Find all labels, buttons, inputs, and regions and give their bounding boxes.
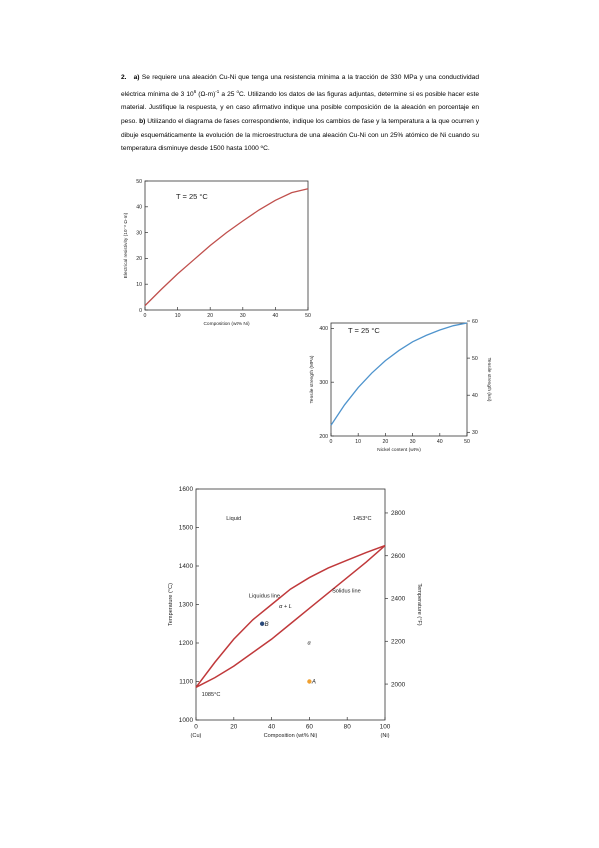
resistivity-x-tick-label: 40: [272, 313, 279, 320]
tensile-right-axis-label: Tensile strength (ksi): [486, 357, 491, 402]
resistivity-y-tick-label: 0: [139, 307, 142, 314]
text-a4: C. Utilizando los datos de las figuras adjuntas, determine si es posible hacer este material. Justifique la respuesta, y en caso afirmativo indique una posible composición de la aleación en porcentaje en peso.: [121, 90, 479, 125]
phase-melt-cu-label: 1085°C: [201, 692, 221, 699]
phase-x-tick-label: 40: [268, 723, 276, 731]
tensile-x-tick-label: 30: [409, 439, 416, 446]
resistivity-y-tick-label: 40: [136, 204, 142, 211]
text-a2: (Ω-m): [196, 90, 216, 98]
resistivity-temperature-label: T = 25 °C: [176, 192, 208, 201]
tensile-x-axis-label: Nickel content (wt%): [377, 448, 421, 453]
resistivity-x-tick-label: 0: [143, 313, 147, 320]
resistivity-x-tick-label: 10: [174, 313, 181, 320]
phase-y-tick-label: 1300: [178, 601, 193, 609]
phase-y-axis-label: Temperature (°C): [168, 583, 174, 626]
tensile-x-tick-label: 50: [464, 439, 470, 446]
resistivity-x-tick-label: 20: [207, 313, 214, 320]
resistivity-x-axis-label: Composition (wt% Ni): [203, 322, 250, 327]
part-a-label: a): [133, 74, 140, 81]
text-a3: a 25: [219, 90, 237, 98]
tensile-x-tick-label: 0: [329, 439, 333, 446]
tensile-frame: [331, 323, 467, 436]
resistivity-x-tick-label: 30: [239, 313, 246, 320]
phase-point-label-a: A: [311, 679, 316, 686]
text-a1: Se requiere una aleación Cu-Ni que tenga una resistencia mínima a la tracción de 330 MPa y una conductividad eléctrica mínima de 3 10: [121, 74, 479, 98]
phase-y-tick-label: 1100: [179, 678, 193, 686]
phase-y-tick-label: 1500: [178, 524, 193, 532]
phase-alpha-label: α: [307, 640, 311, 647]
tensile-right-tick-label: 30: [472, 430, 478, 437]
sup-6: 6: [193, 88, 197, 94]
phase-x-tick-label: 20: [230, 723, 238, 731]
phase-x-tick-label: 0: [194, 723, 198, 731]
phase-melt-ni-label: 1453°C: [352, 515, 372, 522]
resistivity-y-axis-label: Electrical resistivity (10⁻⁸ Ω-m): [124, 212, 129, 279]
phase-y-tick-label: 1400: [178, 563, 193, 571]
sup-minus1: -1: [215, 88, 220, 94]
resistivity-y-tick-label: 50: [136, 178, 142, 185]
tensile-y-tick-label: 400: [319, 326, 328, 333]
part-b-label: b): [139, 117, 146, 125]
phase-right-tick-label: 2800: [391, 510, 406, 518]
phase-y-tick-label: 1000: [178, 717, 193, 725]
phase-right-tick-label: 2600: [391, 552, 406, 560]
phase-cu-label: (Cu): [190, 733, 202, 739]
phase-x-tick-label: 80: [343, 723, 351, 731]
resistivity-curve: [145, 189, 308, 306]
phase-right-axis-label: Temperature (°F): [416, 583, 422, 626]
text-b: Utilizando el diagrama de fases correspondiente, indique los cambios de fase y la temperatura a la que ocurren y dibuje esquemáticamente la evolución de la microestructura de una aleación Cu-Ni con un 25% atómico de Ni cuando su temperatura disminuye desde 1500 hasta 1000 ºC.: [121, 117, 480, 153]
resistivity-frame: [145, 181, 308, 310]
phase-x-tick-label: 60: [305, 723, 313, 731]
phase-alpha-l-label: α + L: [279, 603, 292, 610]
resistivity-y-tick-label: 30: [136, 230, 142, 237]
phase-y-tick-label: 1200: [178, 640, 193, 648]
phase-point-label-b: B: [264, 621, 269, 628]
tensile-y-tick-label: 200: [319, 433, 328, 440]
problem-number: 2.: [121, 74, 127, 81]
phase-liquidus-label: Liquidus line: [248, 593, 281, 600]
tensile-temperature-label: T = 25 °C: [348, 326, 380, 335]
phase-right-tick-label: 2400: [391, 595, 406, 603]
solidus-curve: [196, 546, 385, 688]
tensile-curve: [331, 323, 467, 425]
phase-right-tick-label: 2200: [391, 638, 406, 646]
phase-ni-label: (Ni): [380, 733, 390, 739]
tensile-right-tick-label: 50: [472, 355, 478, 362]
tensile-y-tick-label: 300: [319, 380, 328, 387]
resistivity-x-tick-label: 50: [305, 313, 311, 320]
tensile-y-axis-label: Tensile strength (MPa): [310, 355, 315, 404]
tensile-x-tick-label: 10: [355, 439, 362, 446]
sup-o: o: [236, 88, 239, 94]
phase-y-tick-label: 1600: [178, 486, 193, 494]
liquidus-curve: [196, 546, 385, 688]
resistivity-y-tick-label: 20: [136, 256, 142, 263]
phase-right-tick-label: 2000: [391, 681, 406, 689]
phase-liquid-label: Liquid: [226, 515, 242, 522]
phase-x-axis-label: Composition (wt% Ni): [263, 733, 318, 739]
tensile-right-tick-label: 60: [472, 318, 478, 325]
tensile-x-tick-label: 40: [436, 439, 443, 446]
tensile-right-tick-label: 40: [472, 393, 478, 400]
phase-solidus-label: Solidus line: [332, 588, 361, 595]
phase-x-tick-label: 100: [379, 723, 391, 731]
resistivity-y-tick-label: 10: [136, 282, 142, 289]
tensile-x-tick-label: 20: [382, 439, 389, 446]
